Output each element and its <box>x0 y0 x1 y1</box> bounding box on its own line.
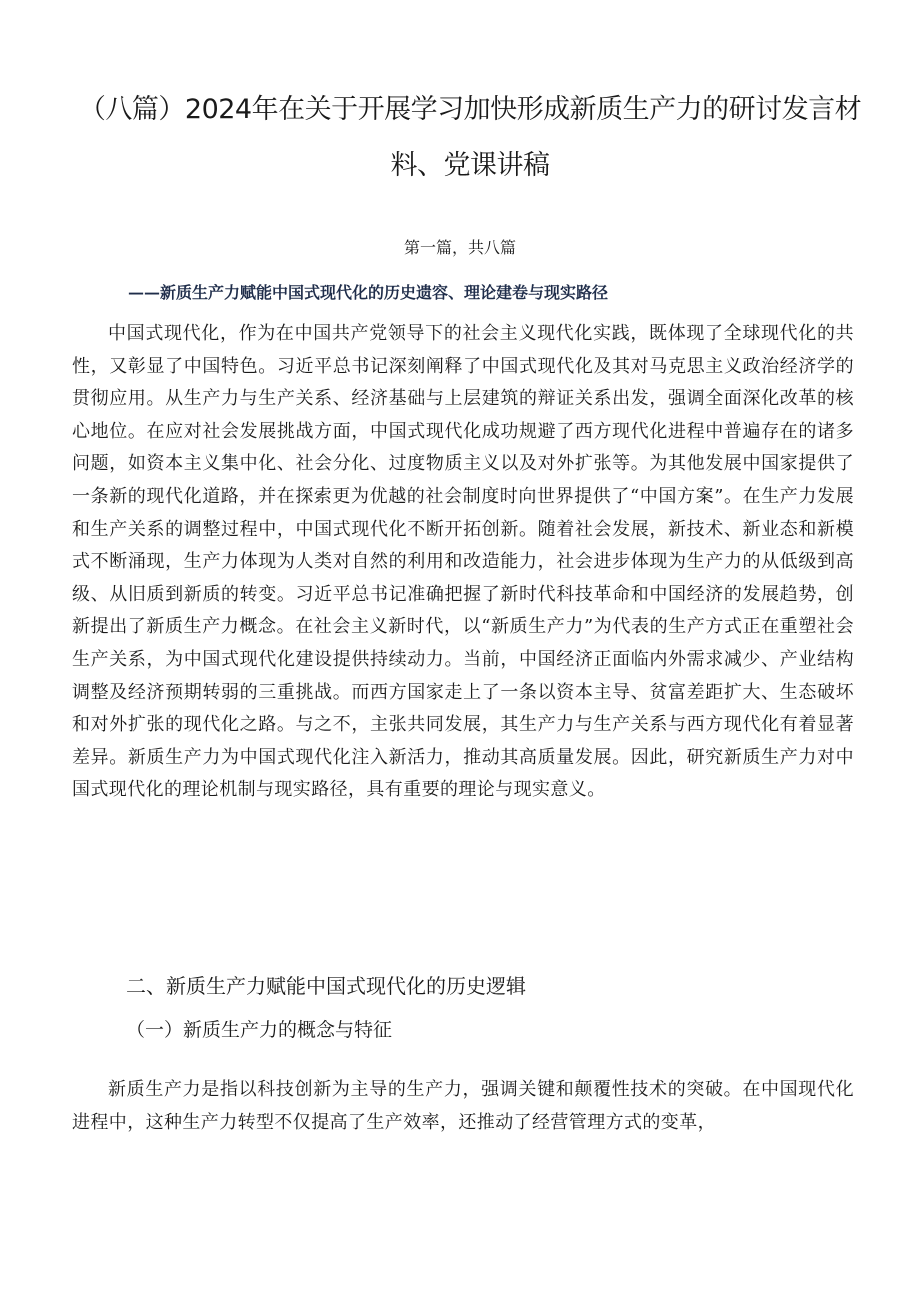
subtitle: ——新质生产力赋能中国式现代化的历史遗容、理论建卷与现实路径 <box>128 283 609 302</box>
body-paragraph-2: 新质生产力是指以科技创新为主导的生产力，强调关键和颠覆性技术的突破。在中国现代化进程中，这种生产力转型不仅提高了生产效率，还推动了经营管理方式的变革， <box>72 1079 854 1133</box>
part-label: 第一篇，共八篇 <box>403 238 516 257</box>
subsection-heading: （一）新质生产力的概念与特征 <box>126 1019 393 1041</box>
body-paragraph-1: 中国式现代化，作为在中国共产党领导下的社会主义现代化实践，既体现了全球现代化的共性，又彰显了中国特色。习近平总书记深刻阐释了中国式现代化及其对马克思主义政治经济学的贯彻应用。从生产力与生产关系、经济基础与上层建筑的辩证关系出发，强调全面深化改革的核心地位。在应对社会发展挑战方面，中国式现代化成功规避了西方现代化进程中普遍存在的诸多问题，如资本主义集中化、社会分化、过度物质主义以及对外扩张等。为其他发展中国家提供了一条新的现代化道路，并在探索更为优越的社会制度时向世界提供了“中国方案”。在生产力发展和生产关系的调整过程中，中国式现代化不断开拓创新。随着社会发展，新技术、新业态和新模式不断涌现，生产力体现为人类对自然的利用和改造能力，社会进步体现为生产力的从低级到高级、从旧质到新质的转变。习近平总书记准确把握了新时代科技革命和中国经济的发展趋势，创新提出了新质生产力概念。在社会主义新时代，以“新质生产力”为代表的生产方式正在重塑社会生产关系，为中国式现代化建设提供持续动力。当前，中国经济正面临内外需求减少、产业结构调整及经济预期转弱的三重挑战。而西方国家走上了一条以资本主导、贫富差距扩大、生态破坏和对外扩张的现代化之路。与之不，主张共同发展，其生产力与生产关系与西方现代化有着显著差异。新质生产力为中国式现代化注入新活力，推动其高质量发展。因此，研究新质生产力对中国式现代化的理论机制与现实路径，具有重要的理论与现实意义。 <box>72 323 854 801</box>
section-heading: 二、新质生产力赋能中国式现代化的历史逻辑 <box>126 974 526 998</box>
document-title: （八篇）2024年在关于开展学习加快形成新质生产力的研讨发言材料、党课讲稿 <box>78 94 862 181</box>
